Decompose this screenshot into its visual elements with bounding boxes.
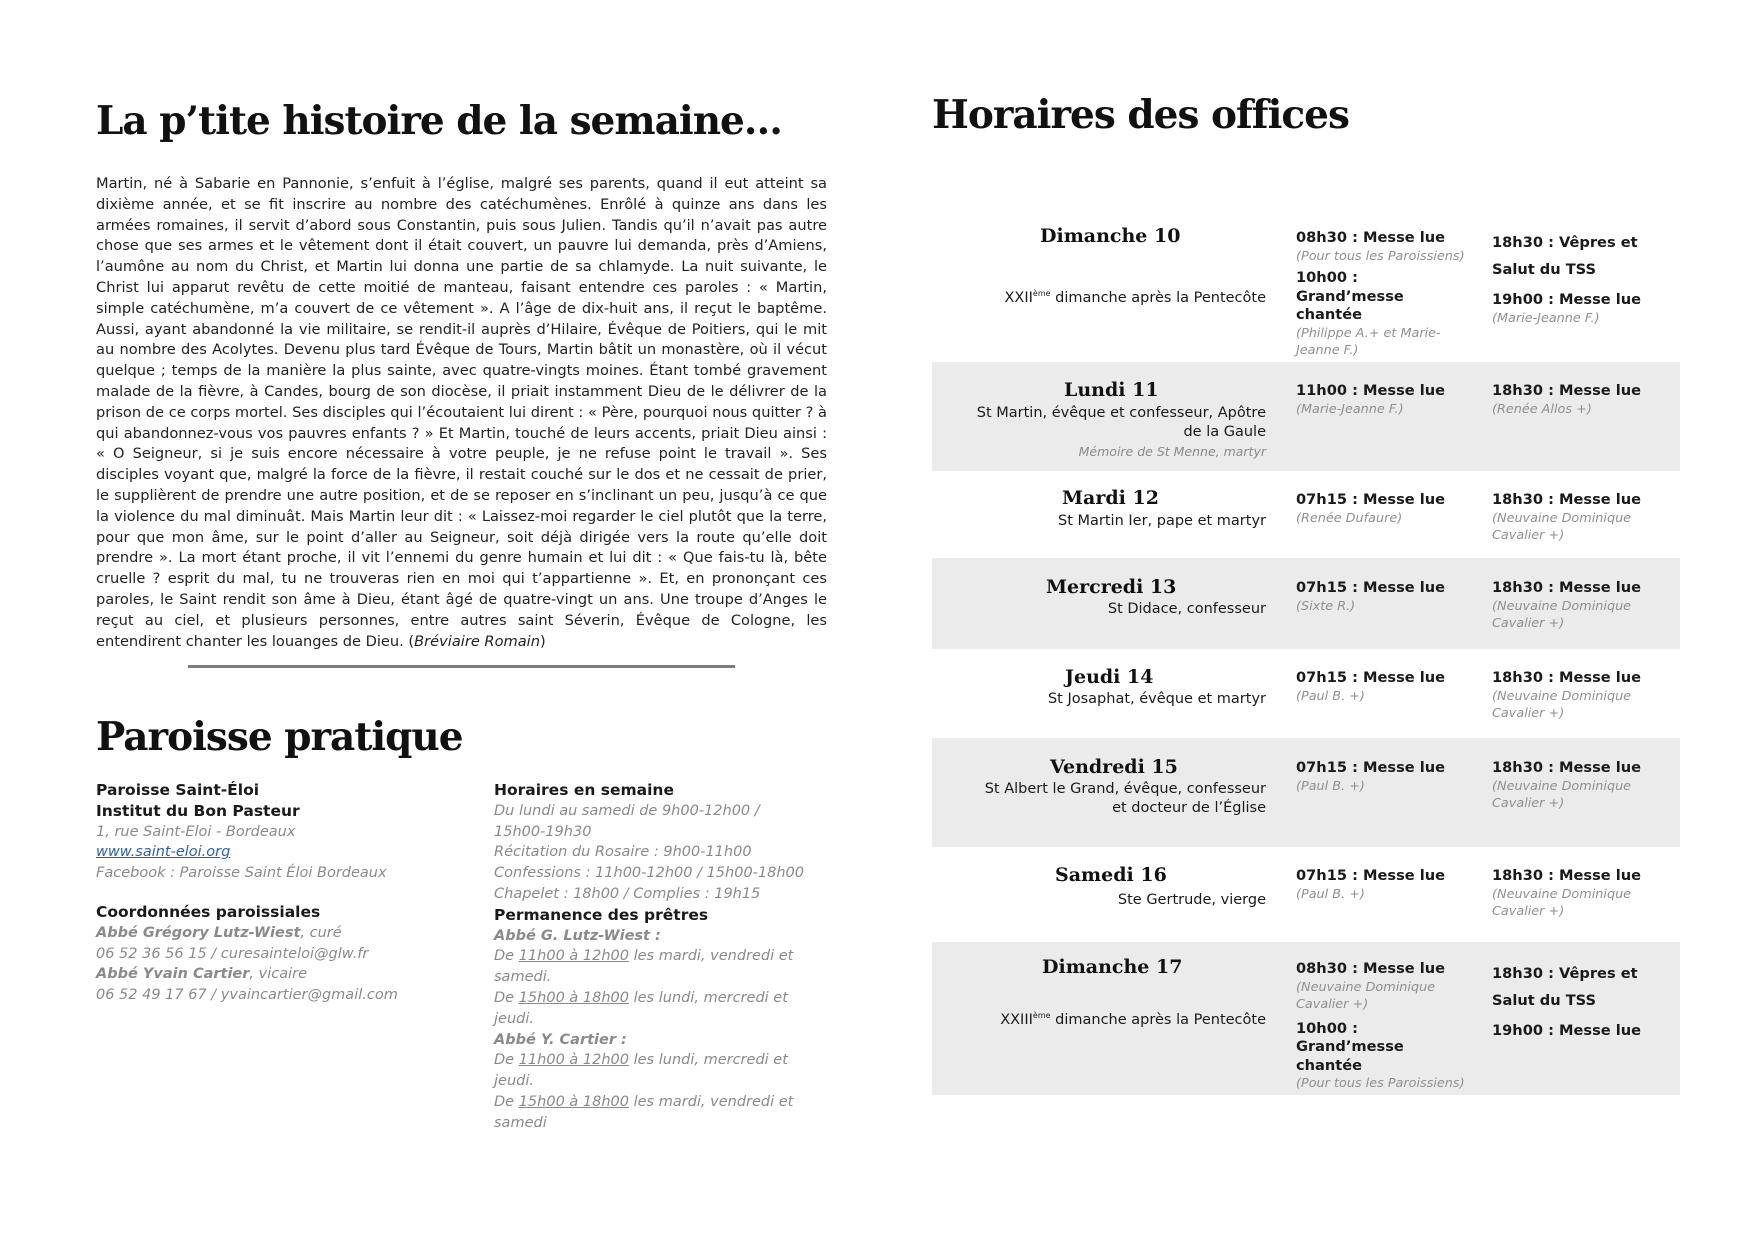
office-time: 19h00 : Messe lue — [1492, 291, 1642, 308]
story-text: Martin, né à Sabarie en Pannonie, s’enfuit à l’église, malgré ses parents, quand il eut atteint sa dixième année, et se fit inscrire au nombre des catéchumènes. Enrôlé à quinze ans dans les armées romaines, il servit d’abord sous Constantin, puis sous Julien. Tandis qu’il n’avait pas autre chose que ses armes et le vêtement dont il était couvert, un pauvre lui demanda, près d’Amiens, l’aumône au nom du Christ, et Martin lui donna une partie de sa chlamyde. La nuit suivante, le Christ lui apparut revêtu de cette moitié de manteau, faisant entendre ces paroles : « Martin, simple catéchumène, m’a couvert de ce vêtement ». A l’âge de dix-huit ans, il reçut le baptême. Aussi, ayant abandonné la vie militaire, se rendit-il auprès d’Hilaire, Évêque de Poitiers, qui le mit au nombre des Acolytes. Devenu plus tard Évêque de Tours, Martin bâtit un monastère, où il vécut quelque ; temps de la manière la plus sainte, avec quatre-vingts moines. Étant tombé gravement malade de la fièvre, à Candes, bourg de son diocèse, il priait instamment Dieu de le délivrer de la prison de ce corps mortel. Ses disciples qui l’écoutaient lui dirent : « Père, pourquoi nous quitter ? à qui abandonnez-vous vos pauvres enfants ? » Et Martin, touché de leurs accents, priait Dieu ainsi : « O Seigneur, si je suis encore nécessaire à votre peuple, je ne refuse point le travail ». Ses disciples voyant que, malgré la force de la fièvre, il restait couché sur le dos et ne cessait de prier, le supplièrent de prendre une autre position, et de se reposer en s’inclinant un peu, jusqu’à ce que la violence du mal diminuât. Mais Martin leur dit : « Laissez-moi regarder le ciel plutôt que la terre, pour que mon âme, sur le point d’aller au Seigneur, soit déjà dirigée vers la route qu’elle doit prendre ». La mort étant proche, il vit l’ennemi du genre humain et lui dit : « Que fais-tu là, bête cruelle ? esprit du mal, tu ne trouveras rien en moi qui t’appartienne ». Et, en prononçant ces paroles, le Saint rendit son âme à Dieu, étant âgé de quatre-vingt un ans. Une troupe d’Anges le reçut au ciel, et plusieurs personnes, entre autres saint Séverin, Évêque de Cologne, les entendirent chanter les louanges de Dieu. ( — [96, 175, 827, 650]
priest1-role: , curé — [300, 924, 342, 941]
feast-name: XXIIIème dimanche après la Pentecôte — [1000, 1011, 1266, 1028]
office-intention: (Neuvaine Dominique Cavalier +) — [1492, 688, 1632, 721]
office-time: 07h15 : Messe lue — [1296, 579, 1446, 596]
schedule-table — [932, 210, 1680, 1095]
office-intention: (Marie-Jeanne F.) — [1492, 310, 1600, 326]
rosaire-line: Récitation du Rosaire : 9h00-11h00 — [494, 844, 752, 861]
day-name: Samedi 16 — [1055, 864, 1167, 886]
office-intention: (Marie-Jeanne F.) — [1296, 401, 1404, 417]
office-time: 18h30 : Vêpres et Salut du TSS — [1492, 965, 1638, 1009]
feast-name: St Albert le Grand, évêque, confesseur et docteur de l’Église — [984, 781, 1266, 816]
paroisse-address: 1, rue Saint-Eloi - Bordeaux — [96, 823, 296, 840]
section-divider — [188, 665, 735, 668]
office-time: 07h15 : Messe lue — [1296, 669, 1446, 686]
feast-name: Ste Gertrude, vierge — [1117, 892, 1266, 908]
paroisse-title: Paroisse pratique — [96, 714, 463, 760]
office-intention: (Neuvaine Dominique Cavalier +) — [1492, 778, 1632, 811]
office-time: 18h30 : Messe lue — [1492, 669, 1642, 686]
schedule-row-lundi-11 — [932, 362, 1680, 471]
horaires-title: Horaires des offices — [932, 92, 1349, 138]
chapelet-line: Chapelet : 18h00 / Complies : 19h15 — [494, 885, 761, 902]
office-time: 18h30 : Messe lue — [1492, 491, 1642, 508]
priest1-contact: 06 52 36 56 15 / curesainteloi@glw.fr — [96, 945, 369, 962]
priest2-contact: 06 52 49 17 67 / yvaincartier@gmail.com — [96, 987, 398, 1004]
office-time: 18h30 : Messe lue — [1492, 579, 1642, 596]
feast-name: XXIIème dimanche après la Pentecôte — [1004, 289, 1266, 306]
schedule-row-mardi-12 — [932, 471, 1680, 558]
day-name: Mardi 12 — [1062, 487, 1159, 509]
coordonnees-title: Coordonnées paroissiales — [96, 902, 321, 921]
week-hours-title: Horaires en semaine — [494, 781, 674, 799]
paroisse-name: Paroisse Saint-Éloi — [96, 781, 260, 799]
office-intention: (Paul B. +) — [1296, 886, 1365, 902]
paroisse-institute: Institut du Bon Pasteur — [96, 801, 300, 820]
feast-name: St Josaphat, évêque et martyr — [1047, 691, 1266, 707]
paroisse-website-link[interactable]: www.saint-eloi.org — [96, 844, 231, 861]
perm1-slot-b: De 15h00 à 18h00 les lundi, mercredi et jeudi. — [494, 989, 788, 1027]
day-name: Dimanche 10 — [1040, 225, 1181, 247]
office-intention: (Neuvaine Dominique Cavalier +) — [1492, 886, 1632, 919]
schedule-row-vendredi-15 — [932, 738, 1680, 847]
story-source: Bréviaire Romain — [414, 632, 540, 650]
permanence-title: Permanence des prêtres — [494, 905, 709, 924]
office-intention: (Pour tous les Paroissiens) — [1296, 1076, 1465, 1091]
office-intention: (Philippe A.+ et Marie-Jeanne F.) — [1296, 325, 1441, 358]
paroisse-hours-block — [494, 780, 804, 1134]
office-intention: (Pour tous les Paroissiens) — [1296, 248, 1465, 264]
office-time: 07h15 : Messe lue — [1296, 491, 1446, 508]
confessions-line: Confessions : 11h00-12h00 / 15h00-18h00 — [494, 865, 805, 882]
day-name: Jeudi 14 — [1065, 666, 1154, 688]
day-name: Vendredi 15 — [1050, 756, 1178, 778]
feast-name: St Martin Ier, pape et martyr — [1058, 513, 1266, 529]
day-name: Dimanche 17 — [1042, 956, 1183, 978]
office-time: 07h15 : Messe lue — [1296, 867, 1446, 884]
office-intention: (Sixte R.) — [1296, 598, 1356, 614]
office-time: 08h30 : Messe lue — [1296, 229, 1446, 246]
schedule-row-jeudi-14 — [932, 649, 1680, 738]
office-time: 10h00 : Grand’messe chantée — [1296, 1019, 1404, 1074]
office-time: 18h30 : Vêpres et Salut du TSS — [1492, 234, 1638, 278]
office-intention: (Neuvaine Dominique Cavalier +) — [1492, 598, 1632, 631]
day-name: Lundi 11 — [1064, 379, 1159, 401]
story-title: La p’tite histoire de la semaine… — [96, 98, 782, 144]
office-intention: (Renée Dufaure) — [1296, 510, 1403, 526]
story-close: ) — [539, 632, 546, 650]
office-intention: (Neuvaine Dominique Cavalier +) — [1296, 979, 1436, 1012]
office-time: 10h00 : Grand’messe chantée — [1296, 269, 1404, 323]
office-intention: (Renée Allos +) — [1492, 401, 1592, 417]
feast-name: St Martin, évêque et confesseur, Apôtre de la Gaule — [976, 405, 1266, 440]
office-intention: (Neuvaine Dominique Cavalier +) — [1492, 510, 1632, 543]
office-time: 11h00 : Messe lue — [1296, 382, 1446, 399]
story-body — [96, 174, 827, 652]
office-time: 18h30 : Messe lue — [1492, 867, 1642, 884]
schedule-row-dimanche-10 — [932, 210, 1680, 362]
perm2-slot-b: De 15h00 à 18h00 les mardi, vendredi et samedi — [494, 1093, 794, 1131]
perm1-slot-a: De 11h00 à 12h00 les mardi, vendredi et samedi. — [494, 948, 794, 986]
perm2-slot-a: De 11h00 à 12h00 les lundi, mercredi et jeudi. — [494, 1052, 788, 1090]
office-time: 18h30 : Messe lue — [1492, 382, 1642, 399]
priest1-name: Abbé Grégory Lutz-Wiest — [96, 924, 301, 941]
office-intention: (Paul B. +) — [1296, 688, 1365, 704]
office-intention: (Paul B. +) — [1296, 778, 1365, 794]
priest2-name: Abbé Yvain Cartier — [96, 966, 250, 983]
paroisse-facebook: Facebook : Paroisse Saint Éloi Bordeaux — [96, 865, 387, 882]
week-hours-line: Du lundi au samedi de 9h00-12h00 / 15h00-19h30 — [494, 802, 760, 840]
office-time: 07h15 : Messe lue — [1296, 759, 1446, 776]
paroisse-contact-block — [96, 780, 476, 1006]
schedule-row-dimanche-17 — [932, 942, 1680, 1095]
office-time: 19h00 : Messe lue — [1492, 1022, 1642, 1039]
feast-name: St Didace, confesseur — [1107, 601, 1266, 617]
priest2-role: , vicaire — [249, 966, 308, 983]
schedule-row-mercredi-13 — [932, 558, 1680, 649]
office-time: 18h30 : Messe lue — [1492, 759, 1642, 776]
office-time: 08h30 : Messe lue — [1296, 960, 1446, 977]
schedule-row-samedi-16 — [932, 847, 1680, 942]
perm1-name: Abbé G. Lutz-Wiest : — [494, 927, 661, 944]
memoire-note: Mémoire de St Menne, martyr — [1078, 444, 1266, 459]
perm2-name: Abbé Y. Cartier : — [494, 1031, 627, 1048]
day-name: Mercredi 13 — [1046, 576, 1177, 598]
